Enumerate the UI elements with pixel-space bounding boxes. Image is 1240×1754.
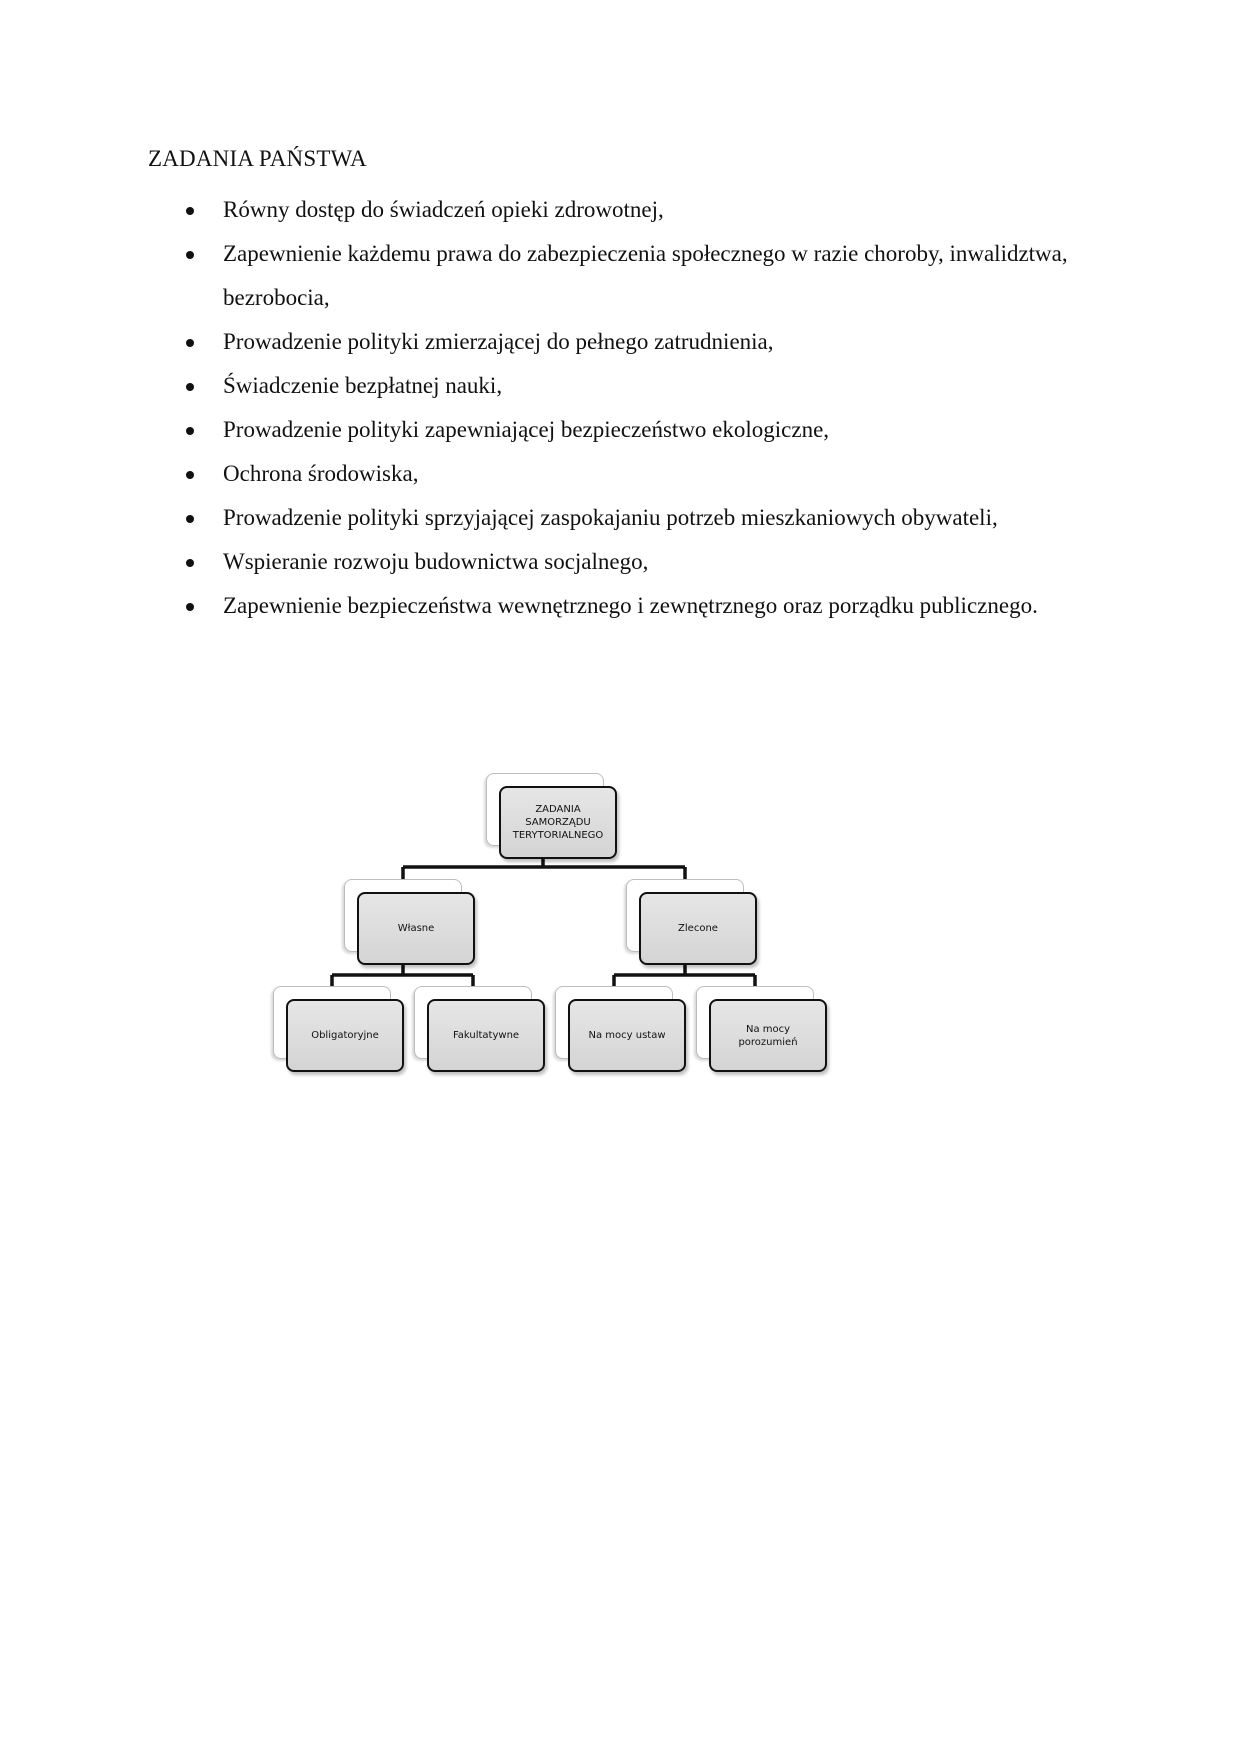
list-item-text: Wspieranie rozwoju budownictwa socjalnego, (223, 549, 649, 574)
node-na-mocy-porozumien-label: Na mocy porozumień (738, 1023, 798, 1048)
list-item-text: Prowadzenie polityki sprzyjającej zaspokajaniu potrzeb mieszkaniowych obywateli, (223, 505, 998, 530)
list-item (148, 540, 1098, 584)
node-obligatoryjne-label: Obligatoryjne (311, 1030, 379, 1041)
bullet-icon (186, 427, 194, 435)
list-item-text: Zapewnienie bezpieczeństwa wewnętrznego i zewnętrznego oraz porządku publicznego. (223, 593, 1038, 618)
bullet-icon (186, 471, 194, 479)
bullet-icon (186, 339, 194, 347)
node-wlasne-label: Własne (397, 923, 435, 934)
node-root (499, 786, 617, 859)
list-item-text: Równy dostęp do świadczeń opieki zdrowotnej, (223, 197, 664, 222)
bullet-icon (186, 515, 194, 523)
list-item (148, 364, 1098, 408)
list-item (148, 232, 1098, 320)
bullet-icon (186, 251, 194, 259)
node-fakultatywne-label: Fakultatywne (452, 1030, 520, 1041)
list-item (148, 188, 1098, 232)
node-root-label: ZADANIA SAMORZĄDU TERYTORIALNEGO (512, 804, 604, 841)
bullet-icon (186, 383, 194, 391)
node-fakultatywne (427, 999, 545, 1072)
list-item-text: Prowadzenie polityki zmierzającej do pełnego zatrudnienia, (223, 329, 774, 354)
list-item-text: Świadczenie bezpłatnej nauki, (223, 373, 503, 398)
hierarchy-diagram (260, 760, 840, 1080)
node-wlasne (357, 892, 475, 965)
list-item-text: Prowadzenie polityki zapewniającej bezpieczeństwo ekologiczne, (223, 417, 830, 442)
page-heading: ZADANIA PAŃSTWA (148, 146, 367, 171)
list-item (148, 408, 1098, 452)
node-zlecone-label: Zlecone (678, 923, 718, 934)
list-item-text: Zapewnienie każdemu prawa do zabezpieczenia społecznego w razie choroby, inwalidztwa, bezrobocia, (223, 241, 1068, 310)
node-zlecone (639, 892, 757, 965)
node-na-mocy-ustaw-label: Na mocy ustaw (588, 1030, 666, 1041)
list-item (148, 584, 1098, 628)
list-item (148, 320, 1098, 364)
node-na-mocy-ustaw (568, 999, 686, 1072)
list-item (148, 496, 1098, 540)
node-obligatoryjne (286, 999, 404, 1072)
list-item-text: Ochrona środowiska, (223, 461, 419, 486)
bullet-icon (186, 559, 194, 567)
bullet-icon (186, 603, 194, 611)
task-list (148, 188, 1098, 628)
bullet-icon (186, 207, 194, 215)
list-item (148, 452, 1098, 496)
node-na-mocy-porozumien (709, 999, 827, 1072)
